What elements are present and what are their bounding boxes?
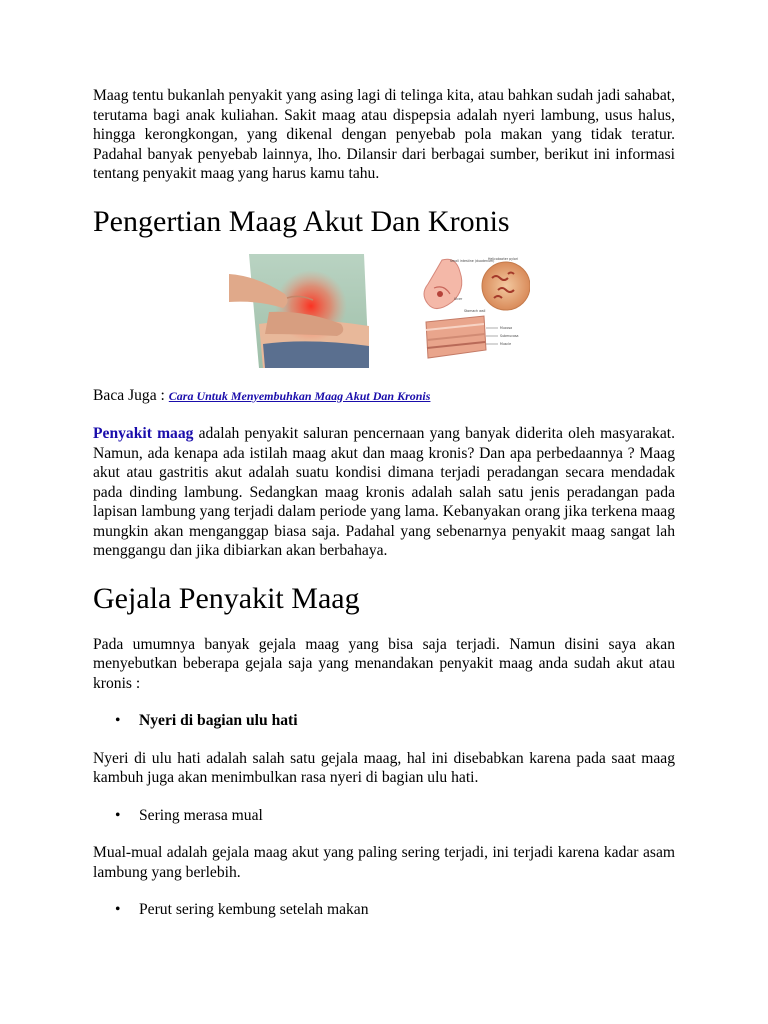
list-item-mual-label: Sering merasa mual [139, 806, 263, 824]
label-ulcer: Ulcer [454, 296, 463, 301]
mual-paragraph: Mual-mual adalah gejala maag akut yang paling sering terjadi, ini terjadi karena kadar asam lambung yang berlebih. [93, 844, 675, 881]
label-muscle: Muscle [500, 341, 512, 346]
penyakit-maag-link[interactable]: Penyakit maag [93, 425, 194, 442]
section-heading-pengertian: Pengertian Maag Akut Dan Kronis [93, 204, 510, 238]
nyeri-paragraph: Nyeri di ulu hati adalah salah satu gejala maag, hal ini disebabkan karena pada saat maag kambuh juga akan menimbulkan rasa nyeri di bagian ulu hati. [93, 749, 675, 786]
label-mucosa: Mucosa [500, 325, 513, 330]
torso-photo [229, 254, 379, 368]
gejala-intro-paragraph: Pada umumnya banyak gejala maag yang bisa saja terjadi. Namun disini saya akan menyebutkan beberapa gejala saja yang menandakan penyakit maag anda sudah akut atau kronis : [93, 635, 675, 692]
label-submucosa: Submucosa [500, 333, 519, 338]
intro-paragraph: Maag tentu bukanlah penyakit yang asing lagi di telinga kita, atau bahkan sudah jadi sahabat, terutama bagi anak kuliahan. Sakit maag atau dispepsia adalah nyeri lambung, usus halus, hingga kerongkongan, yang dikenal dengan penyebab pola makan yang tidak teratur. Padahal banyak penyebab lainnya, lho. Dilansir dari berbagai sumber, berikut ini informasi tentang penyakit maag yang harus kamu tahu. [93, 87, 675, 182]
list-item-mual [93, 806, 675, 826]
list-item-nyeri-label: Nyeri di bagian ulu hati [139, 712, 298, 729]
baca-juga-line [93, 386, 675, 407]
list-item-kembung-label: Perut sering kembung setelah makan [139, 901, 369, 918]
bullet-icon: • [115, 901, 121, 918]
stomach-illustration [229, 254, 530, 368]
label-stomach-wall: Stomach wall [464, 308, 486, 313]
list-item-nyeri [93, 711, 675, 731]
bullet-icon: • [115, 712, 121, 729]
pengertian-paragraph-text: adalah penyakit saluran pencernaan yang banyak diderita oleh masyarakat. Namun, ada kenapa ada istilah maag akut dan maag kronis? Dan apa perbedaannya ? Maag akut atau gastritis akut adalah suatu kondisi dimana terjadi peradangan secara mendadak pada dinding lambung. Sedangkan maag kronis adalah salah satu jenis peradangan pada lapisan lambung yang terjadi dalam periode yang lama. Kebanyakan orang jika terkena maag mungkin akan menganggap biasa saja. Padahal yang sebenarnya penyakit maag sangat lah menggangu dan jika dibiarkan akan berbahaya. [93, 425, 675, 559]
stomach-anatomy-diagram [414, 254, 530, 368]
baca-juga-label: Baca Juga : [93, 386, 165, 404]
label-h-pylori: Helicobacter pylori [488, 256, 519, 261]
list-item-kembung [93, 900, 675, 920]
bullet-icon: • [115, 806, 121, 824]
baca-juga-link[interactable]: Cara Untuk Menyembuhkan Maag Akut Dan Kronis [168, 388, 431, 403]
pengertian-paragraph [93, 424, 675, 561]
label-small-intestine: Small intestine (duodenum) [450, 258, 495, 263]
document-page [93, 86, 675, 920]
section-heading-gejala: Gejala Penyakit Maag [93, 581, 360, 615]
